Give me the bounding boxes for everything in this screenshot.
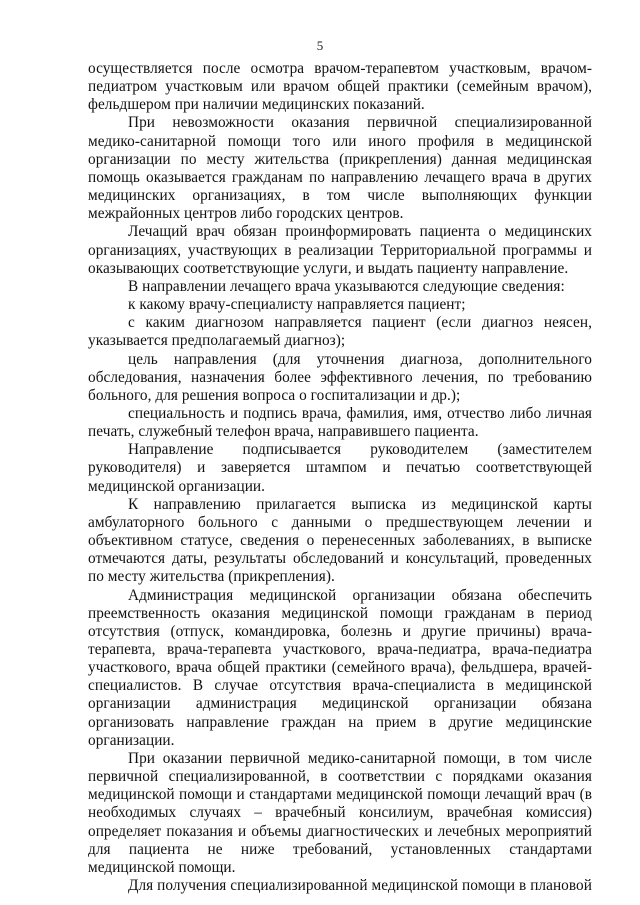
- paragraph: Направление подписывается руководителем (заместителем руководителя) и заверяется штампом и печатью соответствующей медицинской организации.: [88, 441, 592, 495]
- paragraph: К направлению прилагается выписка из медицинской карты амбулаторного больного с данными о предшествующем лечении и объективном статусе, сведения о перенесенных заболеваниях, в выписке отмечаются даты, результаты обследований и консультаций, проведенных по месту жительства (прикрепления).: [88, 495, 592, 586]
- document-body: [88, 60, 592, 895]
- paragraph: с каким диагнозом направляется пациент (если диагноз неясен, указывается предполагаемый диагноз);: [88, 314, 592, 350]
- paragraph: При невозможности оказания первичной специализированной медико-санитарной помощи того или иного профиля в медицинской организации по месту жительства (прикрепления) данная медицинская помощь оказывается гражданам по направлению лечащего врача в других медицинских организациях, в том числе выполняющих функции межрайонных центров либо городских центров.: [88, 114, 592, 223]
- paragraph: специальность и подпись врача, фамилия, имя, отчество либо личная печать, служебный телефон врача, направившего пациента.: [88, 404, 592, 441]
- paragraph: к какому врачу-специалисту направляется пациент;: [128, 296, 466, 314]
- paragraph: цель направления (для уточнения диагноза, дополнительного обследования, назначения более эффективного лечения, по требованию больного, для решения вопроса о госпитализации и др.);: [88, 350, 592, 404]
- paragraph: осуществляется после осмотра врачом-терапевтом участковым, врачом-педиатром участковым или врачом общей практики (семейным врачом), фельдшером при наличии медицинских показаний.: [88, 60, 592, 114]
- paragraph: В направлении лечащего врача указываются следующие сведения:: [128, 277, 565, 295]
- paragraph: Лечащий врач обязан проинформировать пациента о медицинских организациях, участвующих в реализации Территориальной программы и оказывающих соответствующие услуги, и выдать пациенту направление.: [88, 223, 592, 277]
- page-number: 5: [316, 38, 324, 53]
- paragraph: Для получения специализированной медицинской помощи в плановой: [128, 877, 592, 895]
- paragraph: При оказании первичной медико-санитарной помощи, в том числе первичной специализированной, в соответствии с порядками оказания медицинской помощи и стандартами медицинской помощи лечащий врач (в необходимых случаях – врачебный консилиум, врачебная комиссия) определяет показания и объемы диагностических и лечебных мероприятий для пациента не ниже требований, установленных стандартами медицинской помощи.: [88, 749, 592, 876]
- paragraph: Администрация медицинской организации обязана обеспечить преемственность оказания медицинской помощи гражданам в период отсутствия (отпуск, командировка, болезнь и другие причины) врача-терапевта, врача-терапевта участкового, врача-педиатра, врача-педиатра участкового, врача общей практики (семейного врача), фельдшера, врачей-специалистов. В случае отсутствия врача-специалиста в медицинской организации администрация медицинской организации обязана организовать направление граждан на прием в другие медицинские организации.: [88, 586, 592, 749]
